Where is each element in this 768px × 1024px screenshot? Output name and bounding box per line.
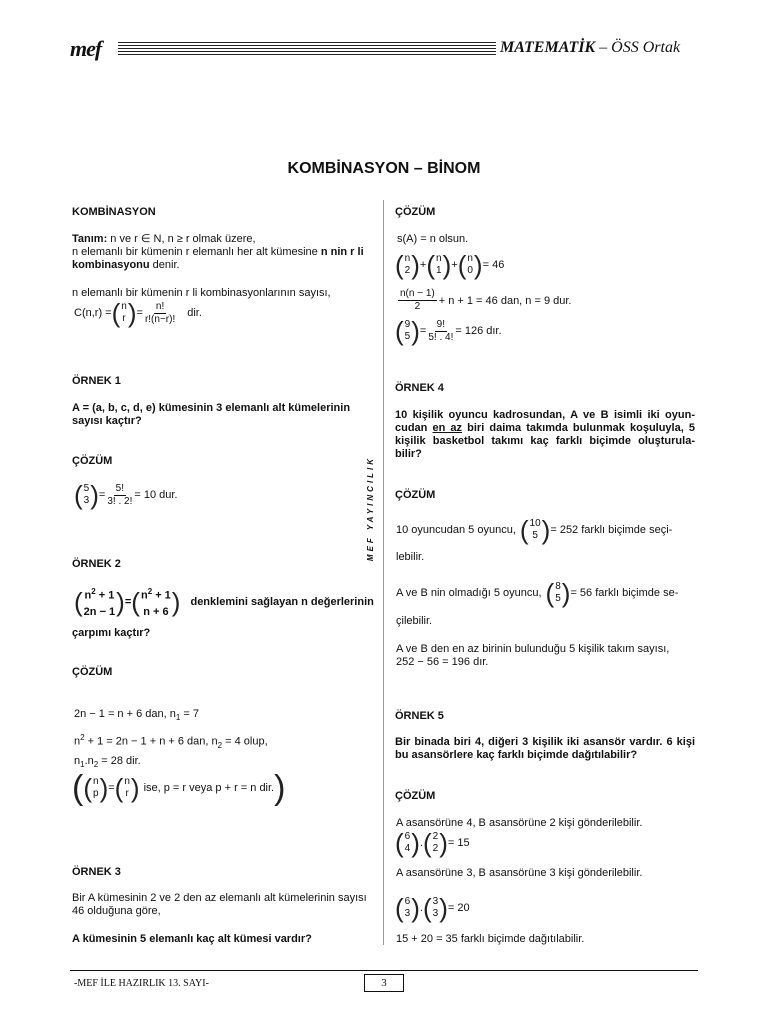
definition: Tanım: n ve r ∈ N, n ≥ r olmak üzere, n elemanlı bir kümenin r elemanlı her alt kümesine n nin r li kombinasyonu denir. bbox=[72, 233, 364, 271]
solution-line: $n^2 + 1 = 2n - 1 + n + 6$ dan, $n_2 = 4$ olup, bbox=[74, 733, 268, 750]
solution-formula: ( n 2 ) + ( n 1 ) + ( n 0 ) = 46 bbox=[395, 250, 505, 280]
example-text: Bir A kümesinin 2 ve 2 den az elemanlı alt kümelerinin sayısı 46 olduğuna göre, bbox=[72, 892, 367, 917]
example-heading: ÖRNEK 5 bbox=[395, 710, 444, 722]
example-question: çarpımı kaçtır? bbox=[72, 627, 151, 639]
example-question: A = (a, b, c, d, e) kümesinin 3 elemanlı alt kümelerinin sayısı kaçtır? bbox=[72, 402, 351, 427]
section-heading: KOMBİNASYON bbox=[72, 206, 156, 218]
solution-heading: ÇÖZÜM bbox=[72, 455, 113, 467]
solution-line: $n_1.n_2 = 28$ dir. bbox=[74, 755, 141, 770]
side-label: MEF YAYINCILIK bbox=[366, 455, 376, 562]
example-equation: ( $n^2 + 1$ 2n − 1 ) = ( $n^2 + 1$ n + 6 ) denklemini sağlayan n değerlerinin bbox=[74, 586, 374, 618]
mef-logo: mef bbox=[70, 36, 102, 61]
solution-line: 15 + 20 = 35 farklı biçimde dağıtılabilir. bbox=[396, 933, 585, 945]
header-rule bbox=[118, 45, 496, 46]
example-heading: ÖRNEK 1 bbox=[72, 375, 121, 387]
example-question: A kümesinin 5 elemanlı kaç alt kümesi vardır? bbox=[72, 933, 312, 945]
solution-line: 2n − 1 = n + 6 dan, $n_1 = 7$ bbox=[74, 708, 199, 723]
footer-text: -MEF İLE HAZIRLIK 13. SAYI- bbox=[74, 978, 209, 989]
example-heading: ÖRNEK 2 bbox=[72, 558, 121, 570]
solution-line: A asansörüne 3, B asansörüne 3 kişi gönderilebilir. bbox=[396, 867, 643, 879]
solution-heading: ÇÖZÜM bbox=[72, 666, 113, 678]
header-rule bbox=[118, 54, 496, 55]
solution-line: 252 − 56 = 196 dır. bbox=[396, 656, 489, 668]
solution-line: çilebilir. bbox=[396, 615, 433, 627]
count-text: n elemanlı bir kümenin r li kombinasyonlarının sayısı, bbox=[72, 287, 331, 299]
solution-line: 10 oyuncudan 5 oyuncu, ( 10 5 ) = 252 farklı biçimde seçi- bbox=[396, 515, 673, 545]
example-question: 10 kişilik oyuncu kadrosundan, A ve B isimli iki oyun-cudan en az biri daima takımda bulunmak koşuluyla, 5 kişilik basketbol takımı kaç farklı biçimde oluşturula-bilir? bbox=[395, 409, 695, 460]
header-rule bbox=[118, 48, 496, 49]
page-number: 3 bbox=[364, 974, 404, 992]
header-title: MATEMATİK – ÖSS Ortak bbox=[500, 39, 681, 56]
solution-formula: ( 5 3 ) = $\frac{5!}{3! . 2!}$ = 10 dur. bbox=[74, 480, 178, 510]
example-question: Bir binada biri 4, diğeri 3 kişilik iki asansör vardır. 6 kişi bu asansörlere kaç farklı biçimde dağıtılabilir? bbox=[395, 736, 695, 761]
combination-formula: C(n,r) = ( n r ) = $\frac{n!}{r!(n-r)!}$ dir. bbox=[74, 298, 202, 328]
solution-heading: ÇÖZÜM bbox=[395, 489, 436, 501]
footer-rule bbox=[70, 970, 698, 971]
example-heading: ÖRNEK 4 bbox=[395, 382, 444, 394]
example-heading: ÖRNEK 3 bbox=[72, 866, 121, 878]
solution-line: A ve B den en az birinin bulunduğu 5 kişilik takım sayısı, bbox=[396, 643, 670, 655]
solution-formula: ( 6 3 ) . ( 3 3 ) = 20 bbox=[395, 893, 470, 923]
solution-line: A asansörüne 4, B asansörüne 2 kişi gönderilebilir. bbox=[396, 817, 643, 829]
solution-formula: ( 6 4 ) . ( 2 2 ) = 15 bbox=[395, 828, 470, 858]
solution-line: s(A) = n olsun. bbox=[397, 233, 469, 245]
solution-line: lebilir. bbox=[396, 551, 425, 563]
solution-formula: $\frac{n(n - 1)}{2}$ + n + 1 = 46 dan, n = 9 dur. bbox=[400, 288, 572, 312]
solution-line: ( ( n p ) = ( n r ) ise, p = r veya p + r = n dir. ) bbox=[72, 769, 286, 807]
header-rule bbox=[118, 51, 496, 52]
solution-heading: ÇÖZÜM bbox=[395, 790, 436, 802]
page-title: KOMBİNASYON – BİNOM bbox=[287, 160, 481, 177]
solution-formula: ( 9 5 ) = $\frac{9!}{5! . 4!}$ = 126 dır. bbox=[395, 316, 502, 346]
solution-heading: ÇÖZÜM bbox=[395, 206, 436, 218]
solution-line: A ve B nin olmadığı 5 oyuncu, ( 8 5 ) = 56 farklı biçimde se- bbox=[396, 578, 679, 608]
header-rule bbox=[118, 42, 496, 43]
binomial: ( n r ) bbox=[111, 298, 137, 328]
